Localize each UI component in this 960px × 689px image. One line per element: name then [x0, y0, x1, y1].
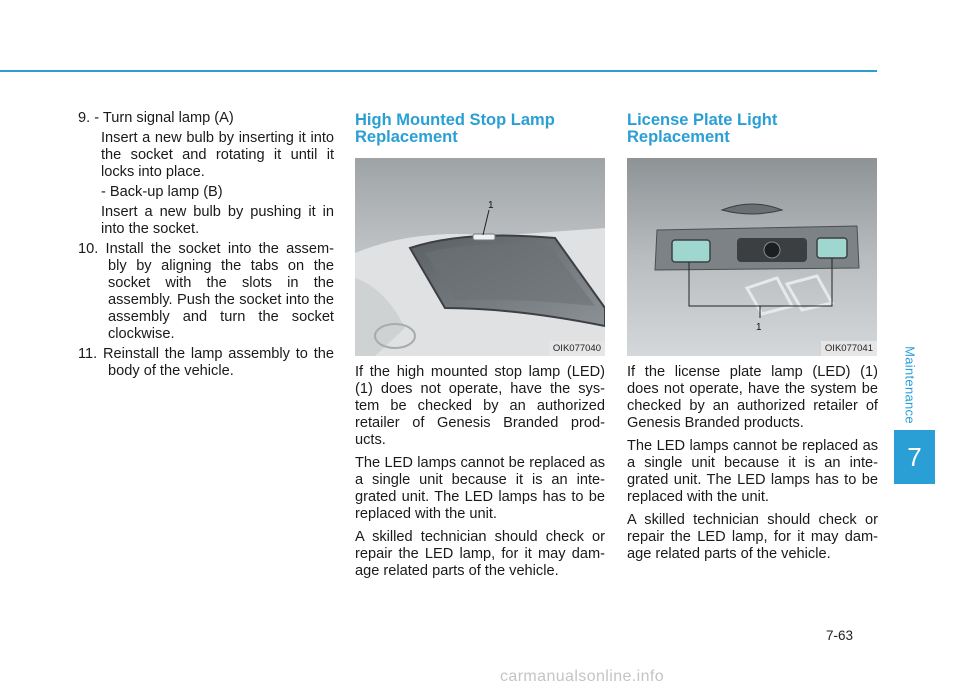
paragraph-1: If the license plate lamp (LED) (1) does not operate, have the system be checked by an authorized retailer of Genesis Branded products. [627, 364, 878, 431]
trunk-lid-illustration [627, 158, 877, 356]
paragraph-3: A skilled technician should check or repair the LED lamp, for it may dam- age related parts of the vehicle. [627, 512, 878, 562]
figure-code: OIK077041 [821, 341, 877, 356]
step-9-title: 9. - Turn signal lamp (A) [78, 110, 234, 126]
heading-license-plate-light: License Plate Light Replacement [627, 111, 778, 146]
step-9-subtitle-b: - Back-up lamp (B) [101, 184, 223, 200]
watermark: carmanualsonline.info [500, 668, 665, 685]
figure-high-mounted-stop-lamp [355, 158, 605, 356]
chapter-tab: 7 [894, 430, 935, 484]
header-rule [0, 70, 877, 72]
column-middle [355, 112, 605, 580]
section-side-label [895, 340, 925, 430]
figure-callout-1: 1 [756, 322, 762, 333]
paragraph-3: A skilled technician should check or repair the LED lamp, for it may dam- age related parts of the vehicle. [355, 529, 605, 579]
column-right [627, 112, 878, 563]
section-side-label-text: Maintenance [902, 346, 918, 424]
step-10: 10. Install the socket into the assem- bly by aligning the tabs on the socket with the slots in the assembly. Push the socket into the assembly and turn the socket clockwise. [78, 241, 334, 342]
paragraph-2: The LED lamps cannot be replaced as a single unit because it is an inte- grated unit. The LED lamps has to be replaced with the unit. [355, 455, 605, 522]
step-9-text-a: Insert a new bulb by inserting it into the socket and rotating it until it locks into place. [101, 130, 334, 180]
car-rear-window-illustration [355, 158, 605, 356]
column-left [78, 110, 334, 383]
page-number: 7-63 [826, 628, 854, 643]
heading-high-mounted-stop-lamp: High Mounted Stop Lamp Replacement [355, 111, 555, 146]
step-9-text-b: Insert a new bulb by pushing it in into the socket. [101, 204, 334, 237]
figure-license-plate-light [627, 158, 877, 356]
figure-callout-1: 1 [488, 200, 494, 211]
paragraph-1: If the high mounted stop lamp (LED) (1) does not operate, have the sys- tem be checked by an authorized retailer of Genesis Branded prod- ucts. [355, 364, 605, 448]
figure-code: OIK077040 [549, 341, 605, 356]
step-11: 11. Reinstall the lamp assembly to the body of the vehicle. [78, 346, 334, 379]
paragraph-2: The LED lamps cannot be replaced as a single unit because it is an inte- grated unit. The LED lamps has to be replaced with the unit. [627, 438, 878, 505]
